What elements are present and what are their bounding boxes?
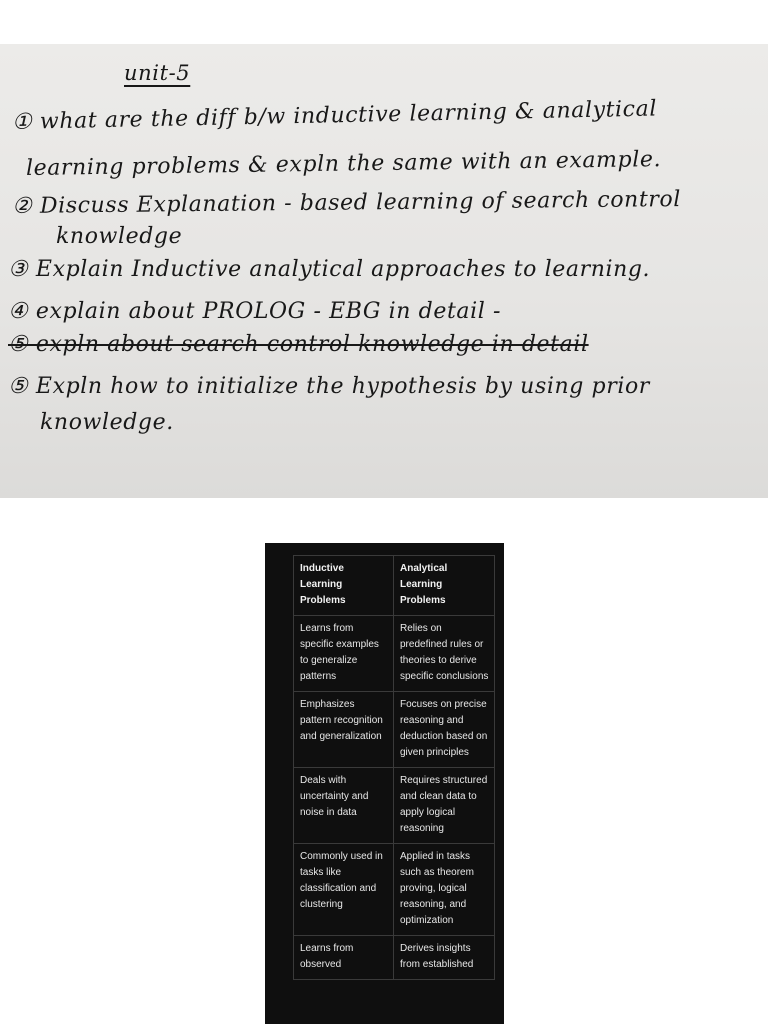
note-line-struck: ⑤ expln about search control knowledge in detail (8, 332, 589, 357)
table-cell: Focuses on precise reasoning and deduction based on given principles (394, 692, 495, 768)
table-cell: Relies on predefined rules or theories to derive specific conclusions (394, 616, 495, 692)
note-line: learning problems & expln the same with an example. (25, 147, 662, 181)
table-cell: Requires structured and clean data to apply logical reasoning (394, 768, 495, 844)
note-line: ③ Explain Inductive analytical approaches to learning. (8, 257, 651, 282)
table-cell: Applied in tasks such as theorem proving, logical reasoning, and optimization (394, 844, 495, 936)
note-line: ⑤ Expln how to initialize the hypothesis by using prior (8, 374, 650, 399)
table-row (294, 616, 495, 692)
note-title: unit-5 (124, 61, 191, 85)
table-cell: Learns from specific examples to generalize patterns (294, 616, 394, 692)
table-cell: Emphasizes pattern recognition and generalization (294, 692, 394, 768)
table-row (294, 936, 495, 980)
table-cell: Learns from observed (294, 936, 394, 980)
note-line: knowledge (56, 224, 183, 249)
table-cell: Derives insights from established (394, 936, 495, 980)
table-header-row (294, 556, 495, 616)
note-line: knowledge. (40, 410, 174, 435)
header-inductive: Inductive Learning Problems (294, 556, 394, 616)
table-row (294, 768, 495, 844)
note-line: ① what are the diff b/w inductive learning & analytical (11, 96, 658, 135)
table-row (294, 692, 495, 768)
comparison-table (293, 555, 495, 980)
note-line: ② Discuss Explanation - based learning of search control (11, 186, 682, 219)
table-cell: Deals with uncertainty and noise in data (294, 768, 394, 844)
table-cell: Commonly used in tasks like classification and clustering (294, 844, 394, 936)
note-line: ④ explain about PROLOG - EBG in detail - (8, 299, 502, 324)
table-row (294, 844, 495, 936)
header-analytical: Analytical Learning Problems (394, 556, 495, 616)
handwritten-note-photo (0, 44, 768, 498)
comparison-table-screenshot (265, 543, 504, 1024)
